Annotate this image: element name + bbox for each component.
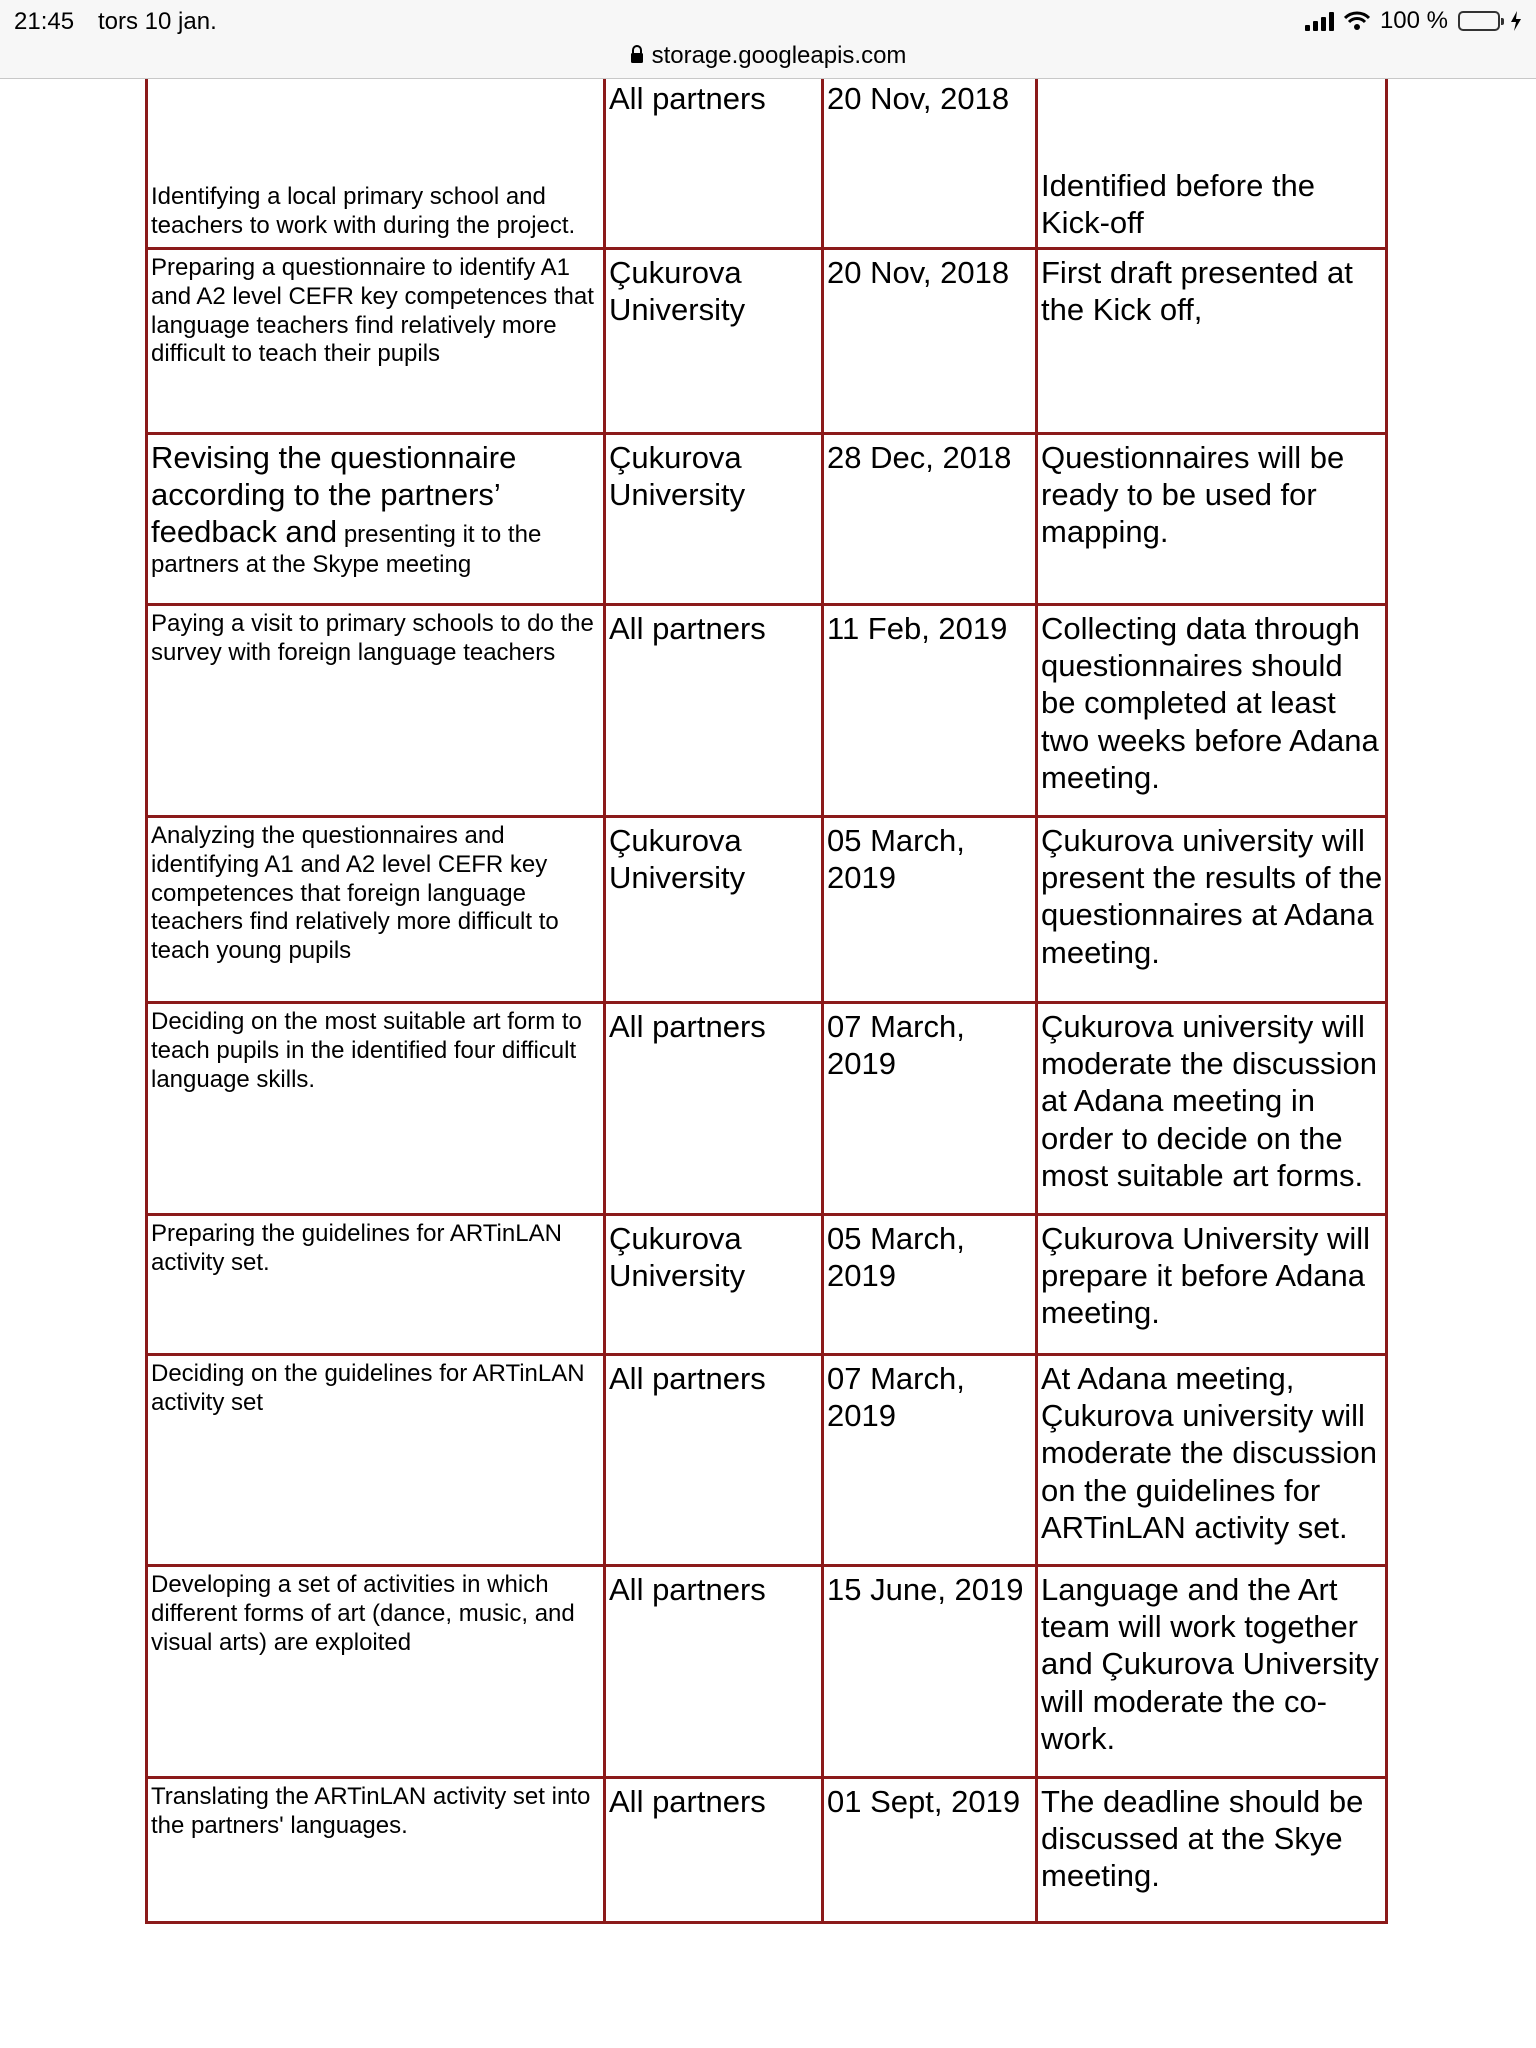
status-date: tors 10 jan.	[98, 8, 217, 35]
remarks-cell: Çukurova university will present the results of the questionnaires at Adana meeting.	[1037, 817, 1387, 1003]
lock-icon	[630, 45, 644, 63]
responsible-cell: All partners	[605, 1355, 823, 1566]
responsible-cell: All partners	[605, 79, 823, 249]
deadline-cell: 20 Nov, 2018	[823, 79, 1037, 249]
remarks-cell: First draft presented at the Kick off,	[1037, 249, 1387, 434]
activity-cell: Preparing a questionnaire to identify A1 and A2 level CEFR key competences that language teachers find relatively more difficult to teach their pupils	[147, 249, 605, 434]
table-row	[147, 1355, 1387, 1566]
responsible-cell: All partners	[605, 605, 823, 817]
url-text[interactable]: storage.googleapis.com	[651, 42, 907, 69]
deadline-cell: 15 June, 2019	[823, 1566, 1037, 1778]
activity-cell: Deciding on the most suitable art form to teach pupils in the identified four difficult language skills.	[147, 1003, 605, 1215]
responsible-cell: All partners	[605, 1778, 823, 1923]
activity-cell: Preparing the guidelines for ARTinLAN activity set.	[147, 1215, 605, 1355]
remarks-cell: Identified before the Kick-off	[1037, 79, 1387, 249]
activity-cell	[147, 434, 605, 605]
table-row	[147, 817, 1387, 1003]
deadline-cell: 28 Dec, 2018	[823, 434, 1037, 605]
remarks-cell: Collecting data through questionnaires should be completed at least two weeks before Adana meeting.	[1037, 605, 1387, 817]
signal-icon	[1305, 11, 1334, 31]
charging-bolt-icon	[1510, 11, 1522, 31]
status-bar	[0, 0, 1536, 42]
activity-cell: Analyzing the questionnaires and identifying A1 and A2 level CEFR key competences that foreign language teachers find relatively more difficult to teach young pupils	[147, 817, 605, 1003]
deadline-cell: 11 Feb, 2019	[823, 605, 1037, 817]
deadline-cell: 07 March, 2019	[823, 1355, 1037, 1566]
wifi-icon	[1344, 11, 1370, 31]
remarks-cell: The deadline should be discussed at the Skye meeting.	[1037, 1778, 1387, 1923]
table-row	[147, 1566, 1387, 1778]
remarks-cell: At Adana meeting, Çukurova university will moderate the discussion on the guidelines for ARTinLAN activity set.	[1037, 1355, 1387, 1566]
activity-cell: Developing a set of activities in which different forms of art (dance, music, and visual arts) are exploited	[147, 1566, 605, 1778]
table-row	[147, 605, 1387, 817]
responsible-cell: Çukurova University	[605, 817, 823, 1003]
table-row	[147, 1215, 1387, 1355]
table-row	[147, 1003, 1387, 1215]
activity-text-large: Revising the questionnaire according to the partners’ feedback and	[151, 440, 517, 550]
status-time: 21:45	[14, 8, 75, 35]
deadline-cell: 05 March, 2019	[823, 1215, 1037, 1355]
activity-table	[145, 79, 1388, 1924]
battery-percentage: 100 %	[1379, 7, 1448, 34]
activity-cell: Identifying a local primary school and teachers to work with during the project.	[147, 79, 605, 249]
battery-icon	[1458, 11, 1500, 31]
remarks-cell: Language and the Art team will work together and Çukurova University will moderate the co-work.	[1037, 1566, 1387, 1778]
activity-cell: Paying a visit to primary schools to do the survey with foreign language teachers	[147, 605, 605, 817]
remarks-cell: Questionnaires will be ready to be used for mapping.	[1037, 434, 1387, 605]
responsible-cell: All partners	[605, 1003, 823, 1215]
deadline-cell: 20 Nov, 2018	[823, 249, 1037, 434]
address-bar[interactable]	[0, 42, 1536, 79]
deadline-cell: 07 March, 2019	[823, 1003, 1037, 1215]
table-row	[147, 79, 1387, 249]
document-view[interactable]	[0, 79, 1536, 2048]
responsible-cell: Çukurova University	[605, 1215, 823, 1355]
responsible-cell: Çukurova University	[605, 434, 823, 605]
activity-text: presenting it to the partners at the Skype meeting	[151, 521, 542, 578]
deadline-cell: 01 Sept, 2019	[823, 1778, 1037, 1923]
deadline-cell: 05 March, 2019	[823, 817, 1037, 1003]
responsible-cell: Çukurova University	[605, 249, 823, 434]
remarks-cell: Çukurova university will moderate the discussion at Adana meeting in order to decide on the most suitable art forms.	[1037, 1003, 1387, 1215]
activity-cell: Deciding on the guidelines for ARTinLAN activity set	[147, 1355, 605, 1566]
table-row	[147, 249, 1387, 434]
responsible-cell: All partners	[605, 1566, 823, 1778]
table-row	[147, 1778, 1387, 1923]
table-row	[147, 434, 1387, 605]
status-indicators	[1305, 6, 1522, 36]
activity-cell: Translating the ARTinLAN activity set into the partners' languages.	[147, 1778, 605, 1923]
remarks-cell: Çukurova University will prepare it before Adana meeting.	[1037, 1215, 1387, 1355]
